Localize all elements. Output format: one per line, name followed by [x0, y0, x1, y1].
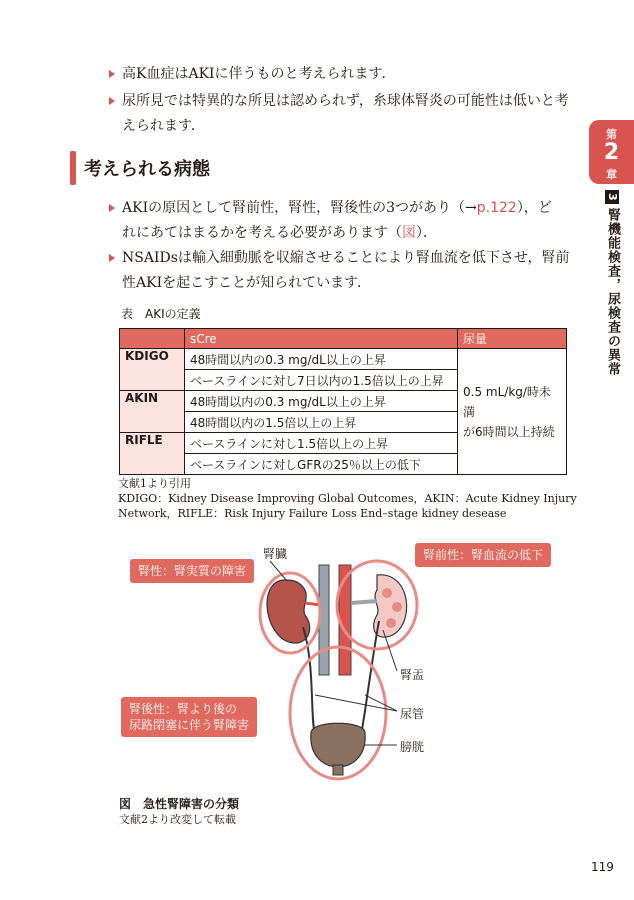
- bullet-aki-causes: AKIの原因として腎前性，腎性，腎後性の3つがあり（→p.122），ど れにあてはまるかを考える必要があります（図）．: [122, 196, 572, 246]
- kidney-left: [267, 580, 310, 643]
- table-cell: ベースラインに対し1.5倍以上の上昇: [185, 433, 458, 454]
- bullet-marker-icon: [109, 204, 115, 212]
- table-cell-urine: 0.5 mL/kg/時未満 が6時間以上持続: [458, 349, 567, 475]
- label-bladder: 膀胱: [400, 740, 425, 754]
- table-cell: ベースラインに対し7日以内の1.5倍以上の上昇: [185, 370, 458, 391]
- bullet-marker-icon: [109, 97, 115, 105]
- renal-vein-right: [351, 601, 377, 603]
- figure-source-note: 文献2より改変して転載: [119, 813, 236, 826]
- section-sidebar-title: 3腎機能検査，尿検査の異常: [603, 190, 622, 376]
- bladder: [311, 723, 365, 767]
- renal-pyramid: [392, 602, 402, 612]
- table-header-empty: [120, 329, 185, 349]
- heading-accent-bar: [70, 151, 76, 185]
- table-source-note: 文献1より引用: [118, 477, 191, 490]
- figure-reference-link[interactable]: 図: [402, 225, 416, 241]
- table-cell: 48時間以内の1.5倍以上の上昇: [185, 412, 458, 433]
- figure-caption: 図 急性腎障害の分類: [119, 797, 240, 811]
- table-cell: 48時間以内の0.3 mg/dL以上の上昇: [185, 391, 458, 412]
- callout-prerenal: 腎前性：腎血流の低下: [415, 543, 551, 567]
- table-row: [120, 349, 567, 370]
- ureter-right: [361, 621, 379, 735]
- table-row-label: AKIN: [120, 391, 185, 433]
- chapter-tab[interactable]: 第 2 章: [589, 120, 634, 184]
- table-header-row: [120, 329, 567, 349]
- label-ureter: 尿管: [400, 707, 425, 721]
- aki-definition-table: [119, 328, 567, 475]
- bullet-marker-icon: [109, 254, 115, 262]
- callout-postrenal: 腎後性：腎より後の 尿路閉塞に伴う腎障害: [121, 697, 257, 737]
- leader-line: [365, 695, 397, 711]
- table-header-scre: sCre: [185, 329, 458, 349]
- bullet-hyperkalemia: 高K血症はAKIに伴うものと考えられます．: [122, 62, 572, 87]
- table-abbrev-note-2: Network，RIFLE：Risk Injury Failure Loss End–stage kidney desease: [118, 507, 507, 520]
- page-reference-link[interactable]: p.122: [476, 200, 517, 216]
- section-number-badge: 3: [605, 190, 619, 204]
- bullet-urinalysis: 尿所見では特異的な所見は認められず，糸球体腎炎の可能性は低いと考 えられます．: [122, 89, 572, 139]
- renal-pyramid: [382, 588, 392, 598]
- bullet-nsaids: NSAIDsは輸入細動脈を収縮させることにより腎血流を低下させ，腎前 性AKIを起こすことが知られています．: [122, 246, 572, 296]
- table-row-label: KDIGO: [120, 349, 185, 391]
- bullet-marker-icon: [109, 70, 115, 78]
- urethra: [333, 765, 343, 775]
- leader-line: [270, 561, 287, 581]
- table-cell: 48時間以内の0.3 mg/dL以上の上昇: [185, 349, 458, 370]
- page-number: 119: [591, 860, 614, 874]
- table-caption: 表 AKIの定義: [121, 307, 201, 321]
- table-abbrev-note-1: KDIGO：Kidney Disease Improving Global Outcomes，AKIN：Acute Kidney Injury: [118, 492, 577, 505]
- label-kidney: 腎臓: [263, 547, 288, 561]
- table-row-label: RIFLE: [120, 433, 185, 475]
- table-header-urine: 尿量: [458, 329, 567, 349]
- callout-renal: 腎性：腎実質の障害: [130, 559, 254, 583]
- table-cell: ベースラインに対しGFRの25％以上の低下: [185, 454, 458, 475]
- section-heading: 考えられる病態: [84, 159, 210, 180]
- label-renal-pelvis: 腎盂: [400, 668, 425, 682]
- renal-pyramid: [386, 618, 396, 628]
